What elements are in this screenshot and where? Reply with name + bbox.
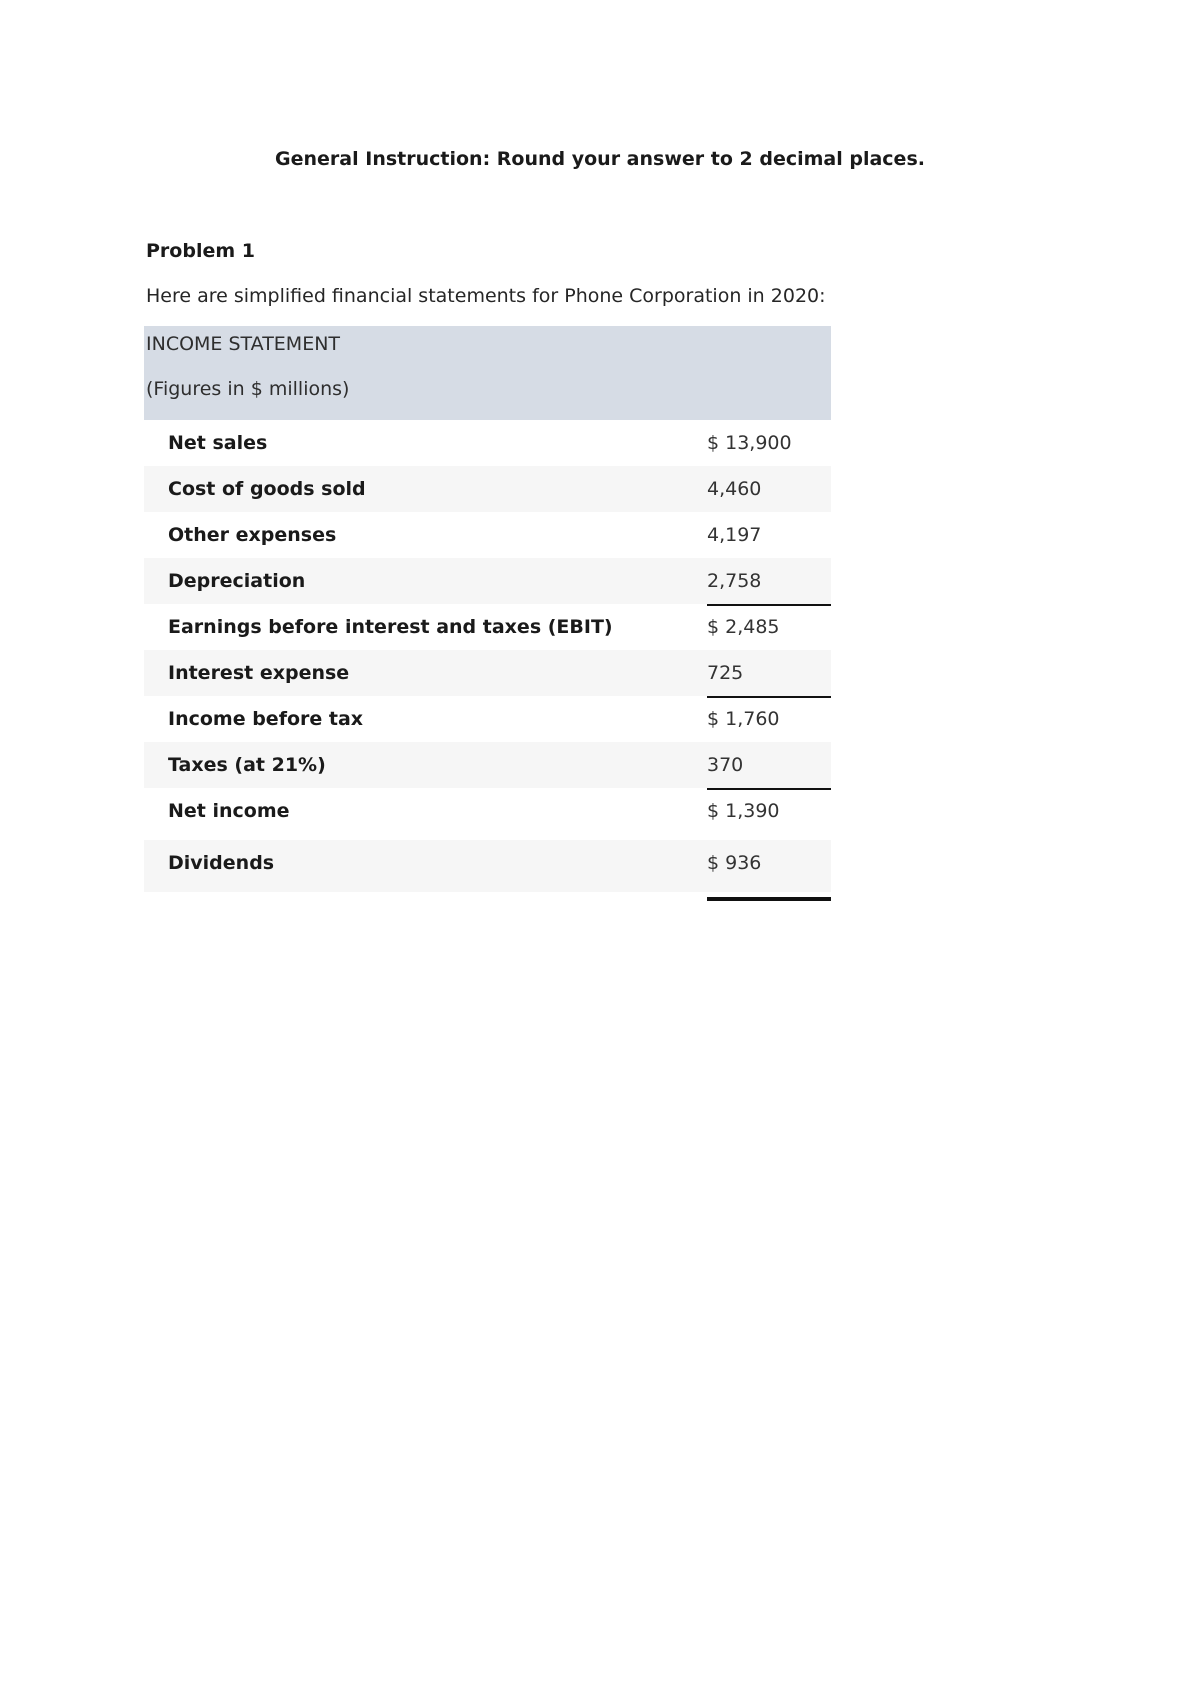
row-net-income — [144, 788, 831, 840]
general-instruction: General Instruction: Round your answer to 2 decimal places. — [275, 148, 925, 170]
row-value: $ 936 — [707, 852, 762, 874]
row-label: Net income — [168, 800, 290, 822]
row-label: Dividends — [168, 852, 275, 874]
subtotal-rule — [707, 604, 831, 606]
row-label: Taxes (at 21%) — [168, 754, 326, 776]
problem-intro: Here are simplified financial statements for Phone Corporation in 2020: — [146, 285, 826, 307]
row-value: 4,197 — [707, 524, 762, 546]
row-ebit — [144, 604, 831, 650]
row-value: 725 — [707, 662, 744, 684]
row-taxes — [144, 742, 831, 788]
row-value: 370 — [707, 754, 744, 776]
row-value: $ 13,900 — [707, 432, 792, 454]
row-label: Net sales — [168, 432, 268, 454]
row-label: Other expenses — [168, 524, 337, 546]
row-label: Depreciation — [168, 570, 306, 592]
row-label: Cost of goods sold — [168, 478, 366, 500]
statement-header — [144, 326, 831, 420]
row-label: Earnings before interest and taxes (EBIT) — [168, 616, 613, 638]
row-value: $ 2,485 — [707, 616, 780, 638]
row-value: 4,460 — [707, 478, 762, 500]
row-net-sales — [144, 420, 831, 466]
row-depreciation — [144, 558, 831, 604]
total-double-rule — [707, 897, 831, 901]
subtotal-rule — [707, 696, 831, 698]
row-value: 2,758 — [707, 570, 762, 592]
row-income-before-tax — [144, 696, 831, 742]
row-value: $ 1,390 — [707, 800, 780, 822]
row-dividends — [144, 840, 831, 892]
statement-title: INCOME STATEMENT — [146, 333, 341, 355]
subtotal-rule — [707, 788, 831, 790]
income-statement-table — [144, 326, 831, 892]
row-cost-of-goods-sold — [144, 466, 831, 512]
row-interest-expense — [144, 650, 831, 696]
row-value: $ 1,760 — [707, 708, 780, 730]
statement-subtitle: (Figures in $ millions) — [146, 378, 350, 400]
row-label: Income before tax — [168, 708, 364, 730]
problem-title: Problem 1 — [146, 240, 255, 262]
row-other-expenses — [144, 512, 831, 558]
row-label: Interest expense — [168, 662, 350, 684]
